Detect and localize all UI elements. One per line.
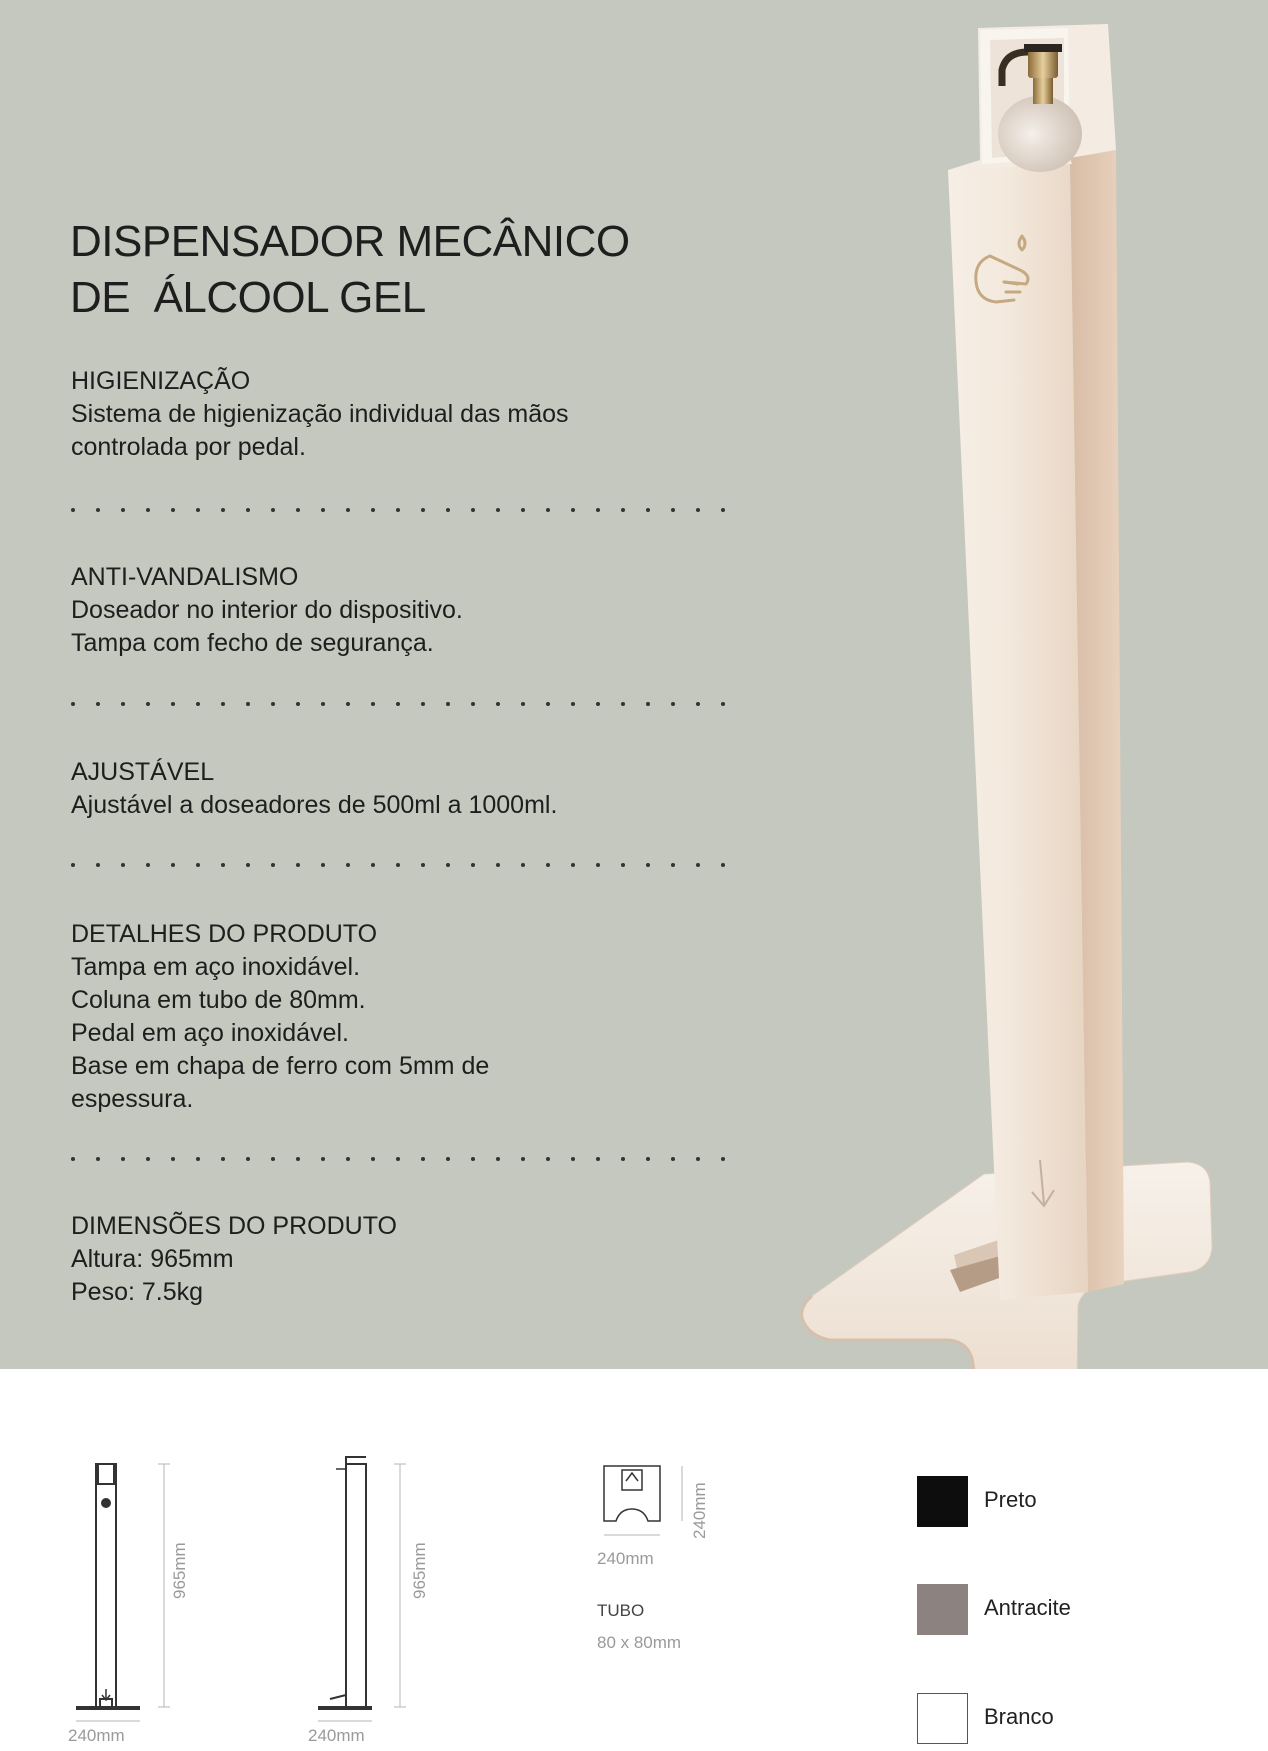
section-text: Sistema de higienização individual das mãos: [71, 400, 569, 428]
section-text: Tampa com fecho de segurança.: [71, 629, 434, 657]
color-label-preto: Preto: [984, 1487, 1037, 1512]
side-width-label: 240mm: [308, 1726, 365, 1745]
side-dimension-lines: [318, 1464, 406, 1721]
section-text: espessura.: [71, 1085, 194, 1113]
front-width-label: 240mm: [68, 1726, 125, 1745]
side-height-label: 965mm: [410, 1542, 429, 1599]
section-heading: HIGIENIZAÇÃO: [71, 367, 251, 395]
top-width-label: 240mm: [597, 1549, 654, 1568]
front-view-drawing: [76, 1464, 140, 1708]
top-depth-label: 240mm: [690, 1482, 709, 1539]
title-line-1: DISPENSADOR MECÂNICO: [70, 217, 630, 266]
section-heading: DIMENSÕES DO PRODUTO: [71, 1212, 397, 1240]
color-swatch-branco: [917, 1693, 968, 1744]
top-view-drawing: [604, 1466, 660, 1521]
section-text: Ajustável a doseadores de 500ml a 1000ml.: [71, 791, 558, 819]
top-dimension-lines: [604, 1466, 682, 1535]
section-text: controlada por pedal.: [71, 433, 306, 461]
section-text: Tampa em aço inoxidável.: [71, 953, 361, 981]
color-swatch-antracite: [917, 1584, 968, 1635]
color-label-branco: Branco: [984, 1704, 1054, 1729]
technical-drawings: [0, 1369, 1268, 1751]
section-text: Altura: 965mm: [71, 1245, 234, 1273]
section-text: Base em chapa de ferro com 5mm de: [71, 1052, 490, 1080]
section-heading: DETALHES DO PRODUTO: [71, 920, 378, 948]
color-swatch-preto: [917, 1476, 968, 1527]
tube-label: TUBO: [597, 1601, 645, 1620]
side-view-drawing: [318, 1457, 372, 1708]
section-heading: AJUSTÁVEL: [71, 758, 215, 786]
section-text: Peso: 7.5kg: [71, 1278, 204, 1306]
section-text: Doseador no interior do dispositivo.: [71, 596, 463, 624]
front-dimension-lines: [76, 1464, 170, 1721]
section-heading: ANTI-VANDALISMO: [71, 563, 299, 591]
color-label-antracite: Antracite: [984, 1595, 1071, 1620]
section-text: Coluna em tubo de 80mm.: [71, 986, 366, 1014]
tube-size: 80 x 80mm: [597, 1633, 682, 1652]
title-line-2: DE ÁLCOOL GEL: [70, 273, 426, 322]
front-height-label: 965mm: [170, 1542, 189, 1599]
section-text: Pedal em aço inoxidável.: [71, 1019, 349, 1047]
